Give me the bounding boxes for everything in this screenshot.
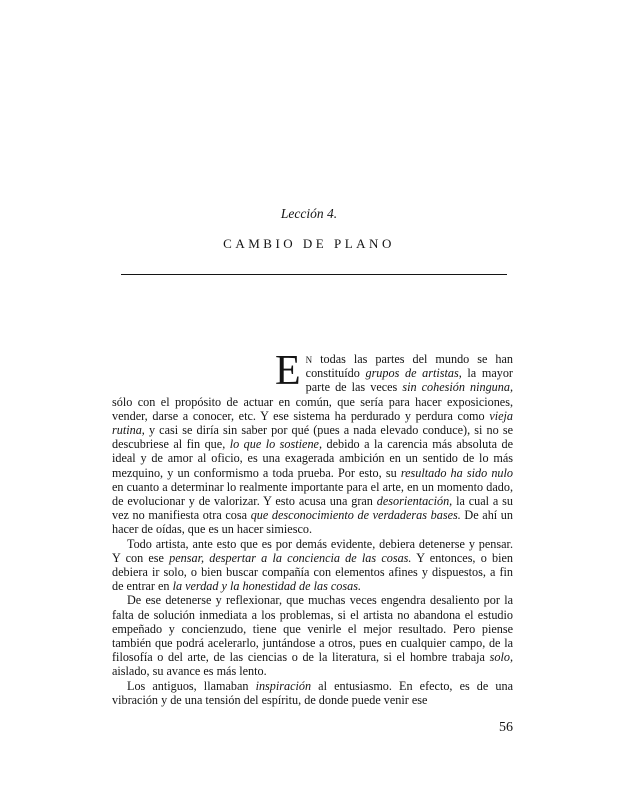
text-run: la cual a su vez no manifiesta otra cosa — [112, 494, 513, 523]
text-run: Los antiguos, llamaban — [127, 678, 256, 693]
italic-emphasis: la verdad y la honestidad de las cosas. — [172, 579, 362, 594]
title-divider — [121, 274, 507, 275]
italic-emphasis: que desconocimiento de verdaderas bases. — [250, 508, 461, 523]
text-run: la mayor parte de las veces — [305, 366, 513, 395]
text-run: De ese detenerse y reflexionar, que muchas veces engendra desaliento por la falta de solución inmediata a los problemas, si el artista no abandona el estudio empeñado y concienzudo, tiene que venirle el mejor resultado. Pero piense también que podrá acelerarlo, juntándose a otros, pues en cualquier campo, de la filosofía o del arte, de las ciencias o de la literatura, si el hombre trabaja — [112, 593, 513, 665]
page-number: 56 — [499, 720, 513, 735]
text-run: debido a la carencia más absoluta de ideal y de amor al oficio, es una exagerada ambición en un sentido de lo más mezquino, y un conformismo a toda prueba. Por esto, su — [112, 437, 514, 480]
italic-emphasis: vieja rutina, — [112, 408, 513, 438]
text-run: y casi se diría sin saber por qué (pues a nada elevado conduce), si no se descubriese al fin que, — [112, 423, 513, 452]
paragraph-2 — [112, 537, 513, 594]
text-run: De ahí un hacer de oídas, que es un hacer simiesco. — [112, 508, 513, 537]
italic-emphasis: solo, — [489, 650, 513, 665]
text-run: aislado, su avance es más lento. — [112, 664, 267, 679]
chapter-title: CAMBIO DE PLANO — [223, 236, 395, 251]
text-run: sólo con el propósito de actuar en común, que sería para hacer exposiciones, vender, darse a conocer, etc. Y ese sistema ha perdurado y perdura como — [112, 394, 513, 423]
italic-emphasis: sin cohesión ninguna, — [402, 380, 513, 395]
lesson-label: Lección 4. — [280, 206, 338, 221]
italic-emphasis: pensar, despertar a la conciencia de las cosas. — [169, 550, 412, 565]
text-run: en cuanto a determinar lo realmente importante para el arte, en un momento dado, de evolucionar y de valorizar. Y esto acusa una gran — [112, 479, 513, 509]
italic-emphasis: desorientación, — [376, 494, 453, 509]
body-text — [112, 348, 514, 707]
text-run: todas las partes del mundo se han constituído — [305, 352, 513, 381]
drop-cap: E — [275, 348, 301, 394]
italic-emphasis: grupos de artistas, — [365, 366, 462, 381]
text-run: al entusiasmo. En efecto, es de una vibración y de una tensión del espíritu, de donde puede venir ese — [112, 678, 513, 707]
text-run: Y entonces, o bien debiera ir solo, o bien buscar compañía con elementos afines y dispuestos, a fin de entrar en — [112, 550, 513, 594]
paragraph-1 — [112, 348, 514, 537]
paragraph-3 — [112, 593, 513, 678]
text-run: Todo artista, ante esto que es por demás evidente, debiera detenerse y pensar. Y con ese — [112, 536, 513, 565]
drop-cap-continuation: n — [305, 352, 313, 366]
italic-emphasis: lo que lo sostiene, — [229, 437, 322, 452]
italic-emphasis: inspiración — [255, 678, 312, 693]
paragraph-4 — [112, 679, 513, 707]
italic-emphasis: resultado ha sido nulo — [400, 465, 514, 480]
